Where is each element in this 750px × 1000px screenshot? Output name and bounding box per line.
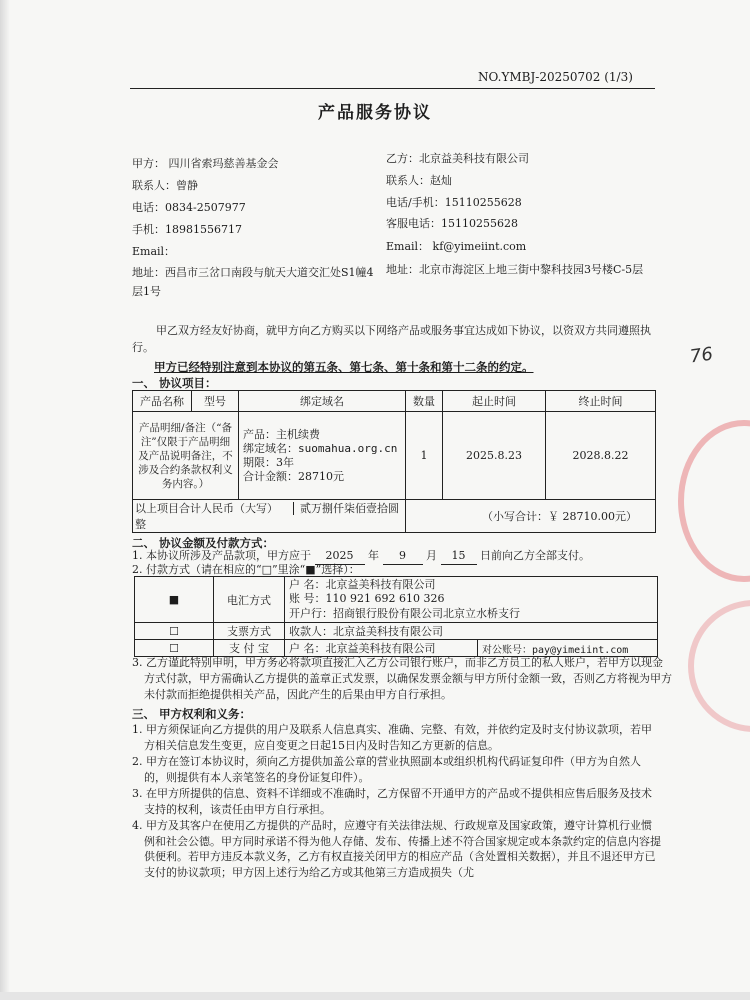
list-item: 2. 甲方在签订本协议时，须向乙方提供加盖公章的营业执照副本或组织机构代码证复印件（甲方为自然人的，则提供有本人亲笔签名的身份证复印件）。 <box>132 755 641 784</box>
check-label: 支票方式 <box>214 623 285 640</box>
scan-edge <box>0 0 10 1000</box>
payment-day: 15 <box>441 547 477 565</box>
total-label: 以上项目合计人民币（大写） <box>135 502 278 515</box>
party-a-name: 甲方： 四川省索玛慈善基金会 <box>132 157 279 170</box>
section-1-title: 一、 协议项目： <box>132 376 217 390</box>
party-b-service-phone: 客服电话：15110255628 <box>386 217 518 230</box>
product-table <box>132 390 656 533</box>
quantity-value: 1 <box>406 412 443 500</box>
month-unit: 月 <box>426 549 437 562</box>
party-b-name: 乙方：北京益美科技有限公司 <box>386 152 529 165</box>
party-b-email: Email： kf@yimeiint.com <box>386 240 527 253</box>
party-a-phone: 电话：0834-2507977 <box>132 201 246 214</box>
party-a-contact: 联系人：曾静 <box>132 179 198 192</box>
party-b-address: 地址：北京市海淀区上地三街中黎科技园3号楼C-5层 <box>386 263 644 276</box>
wire-bank: 开户行：招商银行股份有限公司北京立水桥支行 <box>289 606 520 620</box>
document-number: NO.YMBJ-20250702 (1/3) <box>478 70 633 84</box>
detail-line: 期限：3年 <box>243 455 294 469</box>
payment-method-note: 2. 付款方式（请在相应的“□”里涂“■”选择）： <box>132 563 360 576</box>
scan-edge-bottom <box>0 992 750 1000</box>
party-a-mobile: 手机：18981556717 <box>132 223 242 236</box>
detail-label: 产品明细/备注（“备注”仅限于产品明细及产品说明备注，不涉及合约条款权利义务内容。） <box>133 412 239 500</box>
check-checkbox: ☐ <box>135 623 214 640</box>
total-row-label <box>133 500 406 533</box>
wire-details <box>285 577 658 623</box>
handwritten-note: 76 <box>688 343 715 368</box>
year-unit: 年 <box>368 549 379 562</box>
section-3-list <box>132 722 662 880</box>
detail-line: 产品：主机续费 <box>243 427 320 441</box>
wire-label: 电汇方式 <box>214 577 285 623</box>
detail-line: 绑定域名：suomahua.org.cn <box>243 441 398 455</box>
product-detail <box>239 412 406 500</box>
header-model: 型号 <box>192 391 239 412</box>
section-2-title: 二、 协议金额及付款方式： <box>132 536 275 550</box>
party-a-address: 地址：西昌市三岔口南段与航天大道交汇处S1幢4层1号 <box>132 266 374 298</box>
check-payee: 收款人：北京益美科技有限公司 <box>285 623 658 640</box>
party-a-email: Email： <box>132 245 176 258</box>
header-product-name: 产品名称 <box>133 391 192 412</box>
payment-year: 2025 <box>315 547 365 565</box>
list-item: 1. 甲方须保证向乙方提供的用户及联系人信息真实、准确、完整、有效，并依约定及时支付协议款项，若甲方相关信息发生变更，应自变更之日起15日内及时告知乙方更新的信息。 <box>132 723 652 752</box>
detail-line: 合计金额：28710元 <box>243 469 344 483</box>
alipay-account: 对公账号：pay@yimeiint.com <box>478 640 658 657</box>
stamp-mark <box>678 420 750 582</box>
stamp-mark <box>688 600 750 732</box>
wire-account-number: 账 号：110 921 692 610 326 <box>289 592 445 606</box>
list-item: 3. 在甲方所提供的信息、资料不详细或不准确时，乙方保留不开通甲方的产品或不提供相应售后服务及技术支持的权利，该责任由甲方自行承担。 <box>132 787 652 816</box>
alipay-name: 户 名：北京益美科技有限公司 <box>285 640 478 657</box>
intro-paragraph: 甲乙双方经友好协商，就甲方向乙方购买以下网络产品或服务事宜达成如下协议，以资双方共同遵照执行。 <box>132 324 651 354</box>
header-rule <box>130 88 655 89</box>
party-b-contact: 联系人：赵灿 <box>386 174 452 187</box>
total-lower: （小写合计：￥ 28710.00元） <box>406 500 656 533</box>
total-upper: 贰万捌仟柒佰壹拾圆整 <box>135 502 399 531</box>
alipay-label: 支 付 宝 <box>214 640 285 657</box>
header-start: 起止时间 <box>443 391 546 412</box>
end-date: 2028.8.22 <box>546 412 656 500</box>
header-domain: 绑定域名 <box>239 391 406 412</box>
wire-checkbox: ■ <box>135 577 214 623</box>
wire-account-name: 户 名：北京益美科技有限公司 <box>289 577 436 591</box>
clause-3: 3. 乙方谨此特别申明，甲方务必将款项直接汇入乙方公司银行账户，而非乙方员工的私人账户，若甲方以现金方式付款，甲方需确认乙方提供的盖章正式发票，以确保发票金额与甲方所付金额一致，否则乙方将视为甲方未付款而拒绝提供相关产品，因此产生的后果由甲方自行承担。 <box>132 656 672 701</box>
list-item: 4. 甲方及其客户在使用乙方提供的产品时，应遵守有关法律法规、行政规章及国家政策，遵守计算机行业惯例和社会公德。甲方同时承诺不得为他人存储、发布、传播上述不符合国家规定或本条款约定的信息内容提供便利。若甲方违反本款义务，乙方有权直接关闭甲方的相应产品（含处置相关数据），并且不退还甲方已支付的协议款项；甲方因上述行为给乙方或其他第三方造成损失（尤 <box>132 819 661 879</box>
header-end: 终止时间 <box>546 391 656 412</box>
document-title: 产品服务协议 <box>318 103 432 123</box>
party-b-phone: 电话/手机：15110255628 <box>386 196 522 209</box>
special-note: 甲方已经特别注意到本协议的第五条、第七条、第十条和第十二条的约定。 <box>154 360 534 374</box>
section-3-title: 三、 甲方权利和义务： <box>132 707 252 721</box>
payment-clause-prefix: 1. 本协议所涉及产品款项，甲方应于 <box>132 549 311 562</box>
start-date: 2025.8.23 <box>443 412 546 500</box>
payment-month: 9 <box>383 547 423 565</box>
alipay-checkbox: ☐ <box>135 640 214 657</box>
header-quantity: 数量 <box>406 391 443 412</box>
payment-clause-suffix: 日前向乙方全部支付。 <box>480 549 590 562</box>
payment-method-table <box>134 576 658 657</box>
